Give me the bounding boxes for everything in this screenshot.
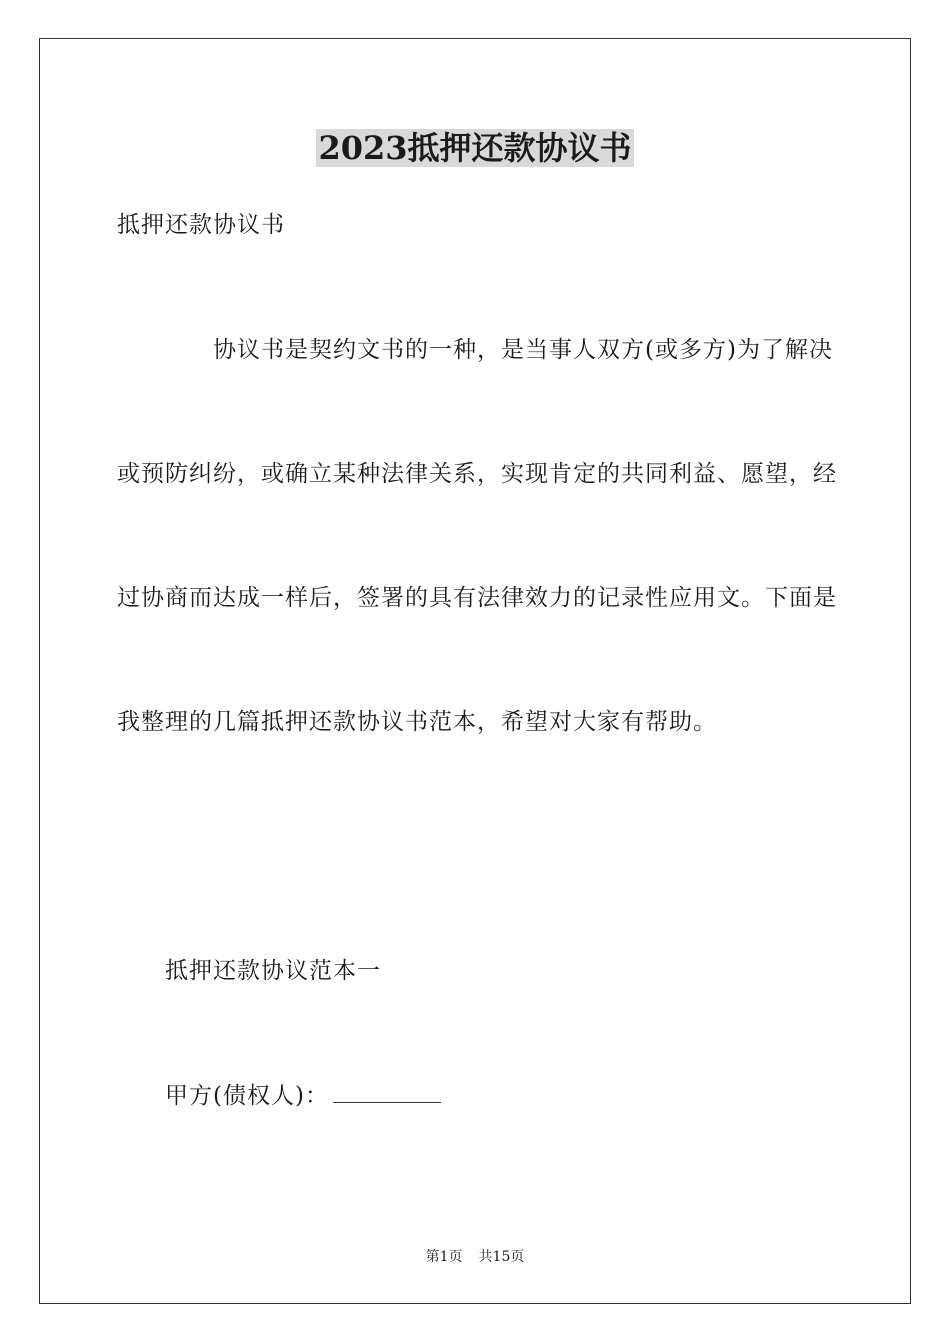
section-heading: 抵押还款协议范本一 [165,958,381,984]
intro-line-1-text: 协议书是契约文书的一种，是当事人双方(或多方)为了解决 [213,337,833,363]
page-number-total: 共15页 [478,1249,525,1265]
party-a-row [165,1080,441,1112]
intro-line-2: 或预防纠纷，或确立某种法律关系，实现肯定的共同利益、愿望，经 [117,461,837,487]
intro-line-4: 我整理的几篇抵押还款协议书范本，希望对大家有帮助。 [117,709,717,735]
document-title-text: 2023抵押还款协议书 [318,129,632,167]
document-title [0,126,950,170]
intro-line-1 [117,334,833,366]
party-a-blank-line [333,1080,441,1103]
intro-line-3: 过协商而达成一样后，签署的具有法律效力的记录性应用文。下面是 [117,585,837,611]
party-a-label: 甲方(债权人)： [165,1083,329,1109]
page-number-current: 第1页 [425,1249,463,1265]
document-subtitle: 抵押还款协议书 [117,212,285,238]
page-footer [0,1247,950,1267]
